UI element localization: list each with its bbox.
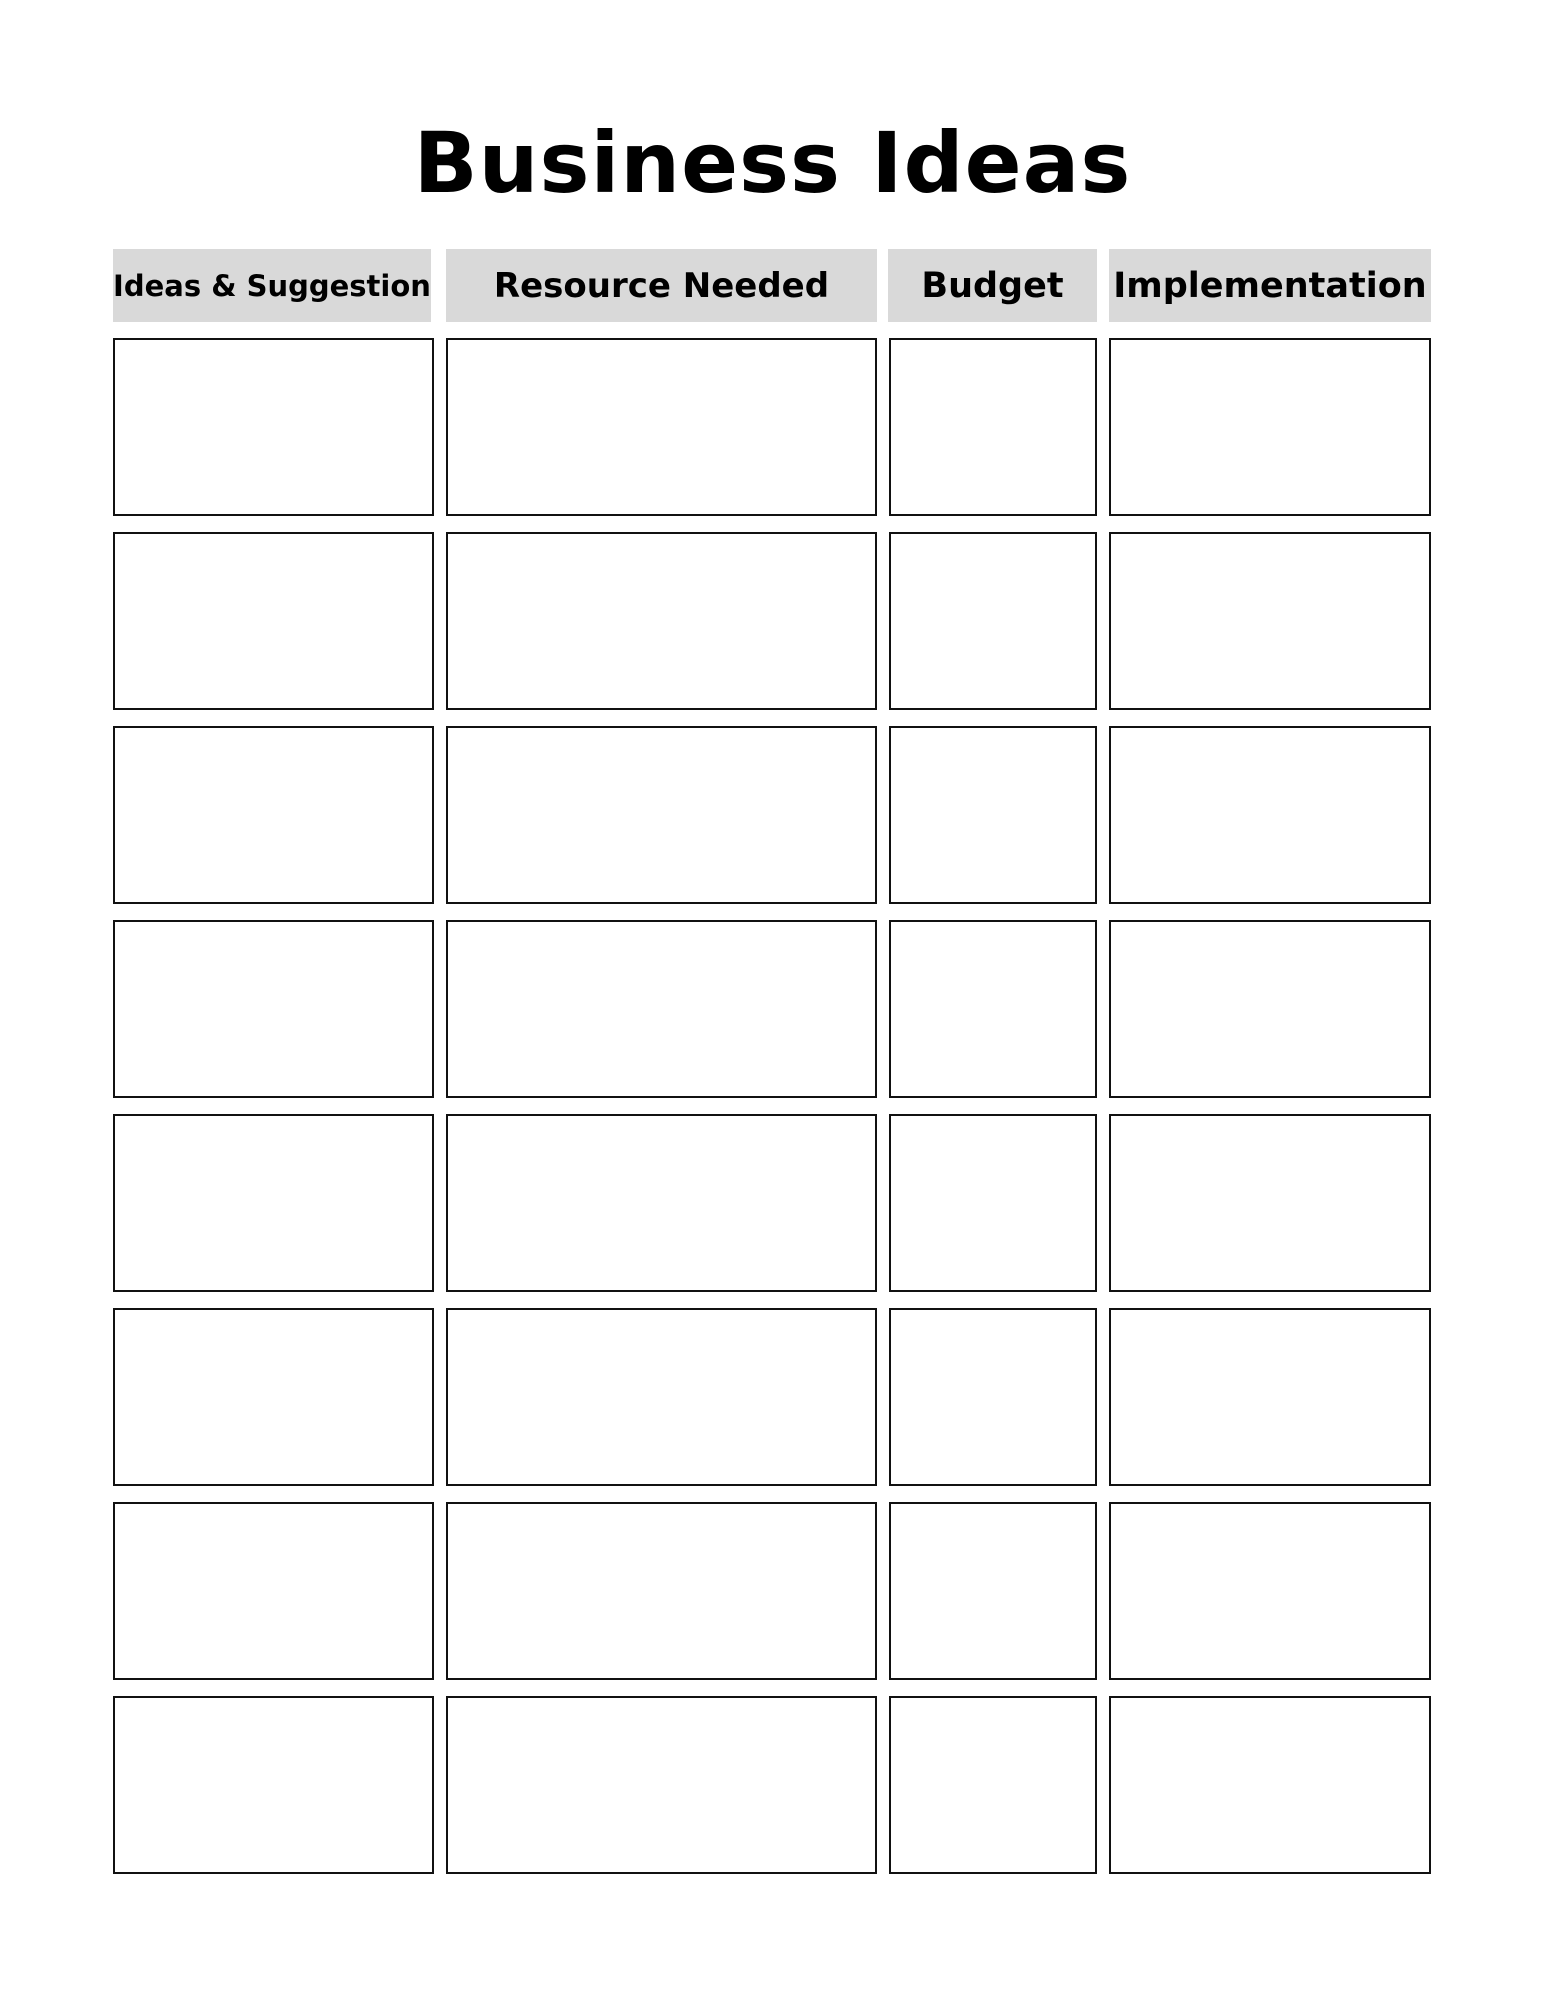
implementation-cell[interactable]	[1109, 1696, 1431, 1874]
ideas-cell[interactable]	[113, 1114, 434, 1292]
column-header-resource-needed: Resource Needed	[446, 249, 877, 322]
resource-cell[interactable]	[446, 1308, 877, 1486]
ideas-cell[interactable]	[113, 1696, 434, 1874]
budget-cell[interactable]	[889, 726, 1097, 904]
ideas-cell[interactable]	[113, 338, 434, 516]
implementation-cell[interactable]	[1109, 338, 1431, 516]
budget-cell[interactable]	[889, 338, 1097, 516]
column-header-budget: Budget	[888, 249, 1097, 322]
resource-cell[interactable]	[446, 920, 877, 1098]
resource-cell[interactable]	[446, 1502, 877, 1680]
implementation-cell[interactable]	[1109, 1114, 1431, 1292]
resource-cell[interactable]	[446, 726, 877, 904]
resource-cell[interactable]	[446, 1114, 877, 1292]
implementation-cell[interactable]	[1109, 1502, 1431, 1680]
resource-cell[interactable]	[446, 1696, 877, 1874]
budget-cell[interactable]	[889, 1696, 1097, 1874]
budget-cell[interactable]	[889, 1308, 1097, 1486]
page-title: Business Ideas	[413, 114, 1132, 212]
ideas-cell[interactable]	[113, 1502, 434, 1680]
column-header-implementation: Implementation	[1109, 249, 1431, 322]
budget-cell[interactable]	[889, 920, 1097, 1098]
budget-cell[interactable]	[889, 1114, 1097, 1292]
resource-cell[interactable]	[446, 338, 877, 516]
budget-cell[interactable]	[889, 1502, 1097, 1680]
ideas-cell[interactable]	[113, 1308, 434, 1486]
implementation-cell[interactable]	[1109, 920, 1431, 1098]
implementation-cell[interactable]	[1109, 1308, 1431, 1486]
ideas-cell[interactable]	[113, 920, 434, 1098]
resource-cell[interactable]	[446, 532, 877, 710]
budget-cell[interactable]	[889, 532, 1097, 710]
column-header-ideas-suggestion: Ideas & Suggestion	[113, 249, 431, 322]
implementation-cell[interactable]	[1109, 726, 1431, 904]
implementation-cell[interactable]	[1109, 532, 1431, 710]
ideas-cell[interactable]	[113, 532, 434, 710]
ideas-cell[interactable]	[113, 726, 434, 904]
